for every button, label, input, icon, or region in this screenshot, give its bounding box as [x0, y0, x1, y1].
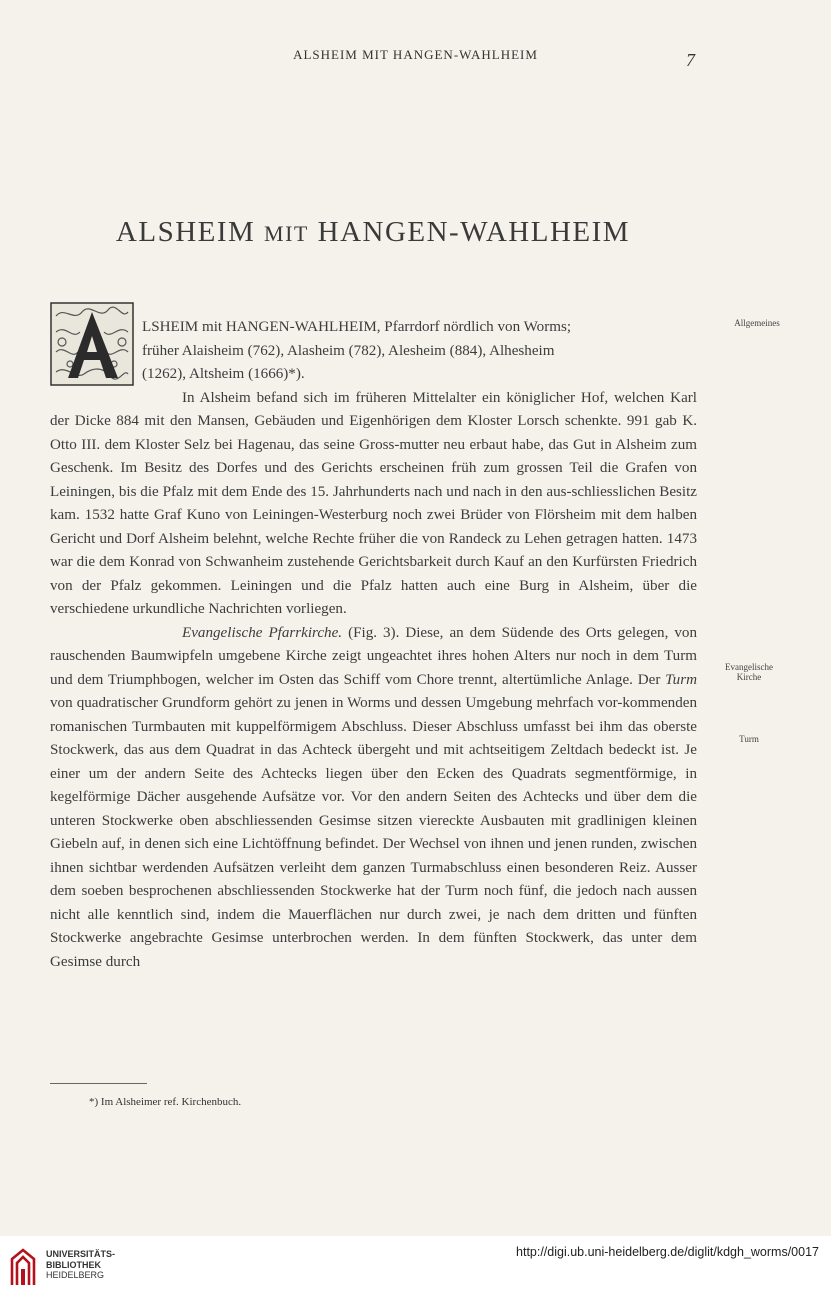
body-text — [50, 316, 697, 974]
title-part-2: MIT — [264, 221, 309, 247]
page-number: 7 — [686, 50, 695, 70]
opening-line-1: LSHEIM mit HANGEN-WAHLHEIM, Pfarrdorf nördlich von Worms; — [142, 319, 572, 335]
margin-note-allgemeines: Allgemeines — [734, 318, 780, 328]
margin-note-turm: Turm — [739, 734, 759, 744]
church-text-b: von quadratischer Grundform gehört zu jenen in Worms und dessen Umgebung mehrfach vor-kommenden romanischen Turmbauten mit kuppelförmigem Abschluss. Dieser Abschluss umfasst bei ihm das oberste Stockwerk, das aus dem Quadrat in das Achteck übergeht und mit achtseitigem Zeltdach bedeckt ist. Je einer um der andern Seite des Achtecks liegen über den Ecken des Quadrats segmentförmige, in kegelförmige Dächer ausgehende Aufsätze vor. Vor den andern Seiten des Achtecks und über dem die unteren Stockwerke oben abschliessenden Gesimse sitzen viereckte Ausbauten mit gradlinigen kleinen Giebeln auf, in denen sich eine Lichtöffnung befindet. Der Wechsel von ihnen und jenen runden, zwischen ihnen sichtbar werdenden Aufsätzen verleiht dem ganzen Turmabschluss einen besonderen Reiz. Ausser dem soeben besprochenen abschliessenden Stockwerke hat der Turm noch fünf, die jedoch nach aussen nicht alle kenntlich sind, indem die Mauerflächen nur durch zwei, je nach dem dritten und fünften Stockwerke angebrachte Gesimse unterbrochen werden. In dem fünften Stockwerk, das unter dem Gesimse durch — [50, 695, 697, 970]
library-name — [46, 1249, 115, 1281]
title-part-3: HANGEN-WAHLHEIM — [308, 216, 631, 249]
margin-note-kirche: Kirche — [736, 672, 762, 682]
opening-line-3: (1262), Altsheim (1666)*). — [142, 366, 305, 382]
church-heading: Evangelische Pfarrkirche. — [182, 624, 343, 641]
church-text-a: (Fig. 3). Diese, an dem Südende des Orts gelegen, von rauschenden Baumwipfeln umgebene Kirche zeigt ungeachtet ihres hohen Alters nur noch in dem Turm und dem Triumphbogen, welcher im Osten das Schiff vom Chore trennt, altertümliche Anlage. Der — [50, 624, 697, 688]
footnote-divider — [50, 1083, 147, 1084]
library-line-2: BIBLIOTHEK — [46, 1259, 101, 1270]
chapter-title — [0, 216, 746, 249]
university-library-logo-icon — [8, 1247, 38, 1287]
tower-term: Turm — [665, 671, 697, 688]
footnote: *) Im Alsheimer ref. Kirchenbuch. — [89, 1096, 242, 1108]
paragraph-history: In Alsheim befand sich im früheren Mittelalter ein königlicher Hof, welchen Karl der Dicke 884 mit den Mansen, Gebäuden und Eigenhörigen dem Kloster Lorsch schenkte. 991 gab K. Otto III. dem Kloster Selz bei Hagenau, das seine Gross-mutter neu erbaut habe, das Gut in Alsheim zum Geschenk. Im Besitz des Dorfes und des Gerichts erscheinen früh zum grossen Teil die Grafen von Leiningen, bis die Pfalz mit dem Ende des 15. Jahrhunderts nach und nach in den aus-schliesslichen Besitz kam. 1532 hatte Graf Kuno von Leiningen-Westerburg noch zwei Brüder von Flörsheim mit dem halben Gericht und Dorf Alsheim belehnt, welche Rechte früher die von Randeck zu Lehen getragen hatten. 1473 war die dem Konrad von Schwanheim zustehende Gerichtsbarkeit durch Kauf an den Kurfürsten Friedrich von der Pfalz gekommen. Leiningen und die Pfalz hatten auch eine Burg in Alsheim, über die verschiedene urkundliche Nachrichten vorliegen. — [50, 389, 697, 617]
library-line-1: UNIVERSITÄTS- — [46, 1249, 116, 1259]
paragraph-church — [50, 622, 697, 975]
opening-line-2: früher Alaisheim (762), Alasheim (782), Alesheim (884), Alhesheim — [142, 342, 555, 359]
library-line-3: HEIDELBERG — [46, 1270, 105, 1280]
permalink-url[interactable]: http://digi.ub.uni-heidelberg.de/diglit/kdgh_worms/0017 — [516, 1245, 819, 1259]
running-head: ALSHEIM MIT HANGEN-WAHLHEIM — [293, 47, 538, 62]
title-part-1: ALSHEIM — [115, 216, 265, 249]
margin-note-evangelische: Evangelische — [725, 662, 773, 672]
